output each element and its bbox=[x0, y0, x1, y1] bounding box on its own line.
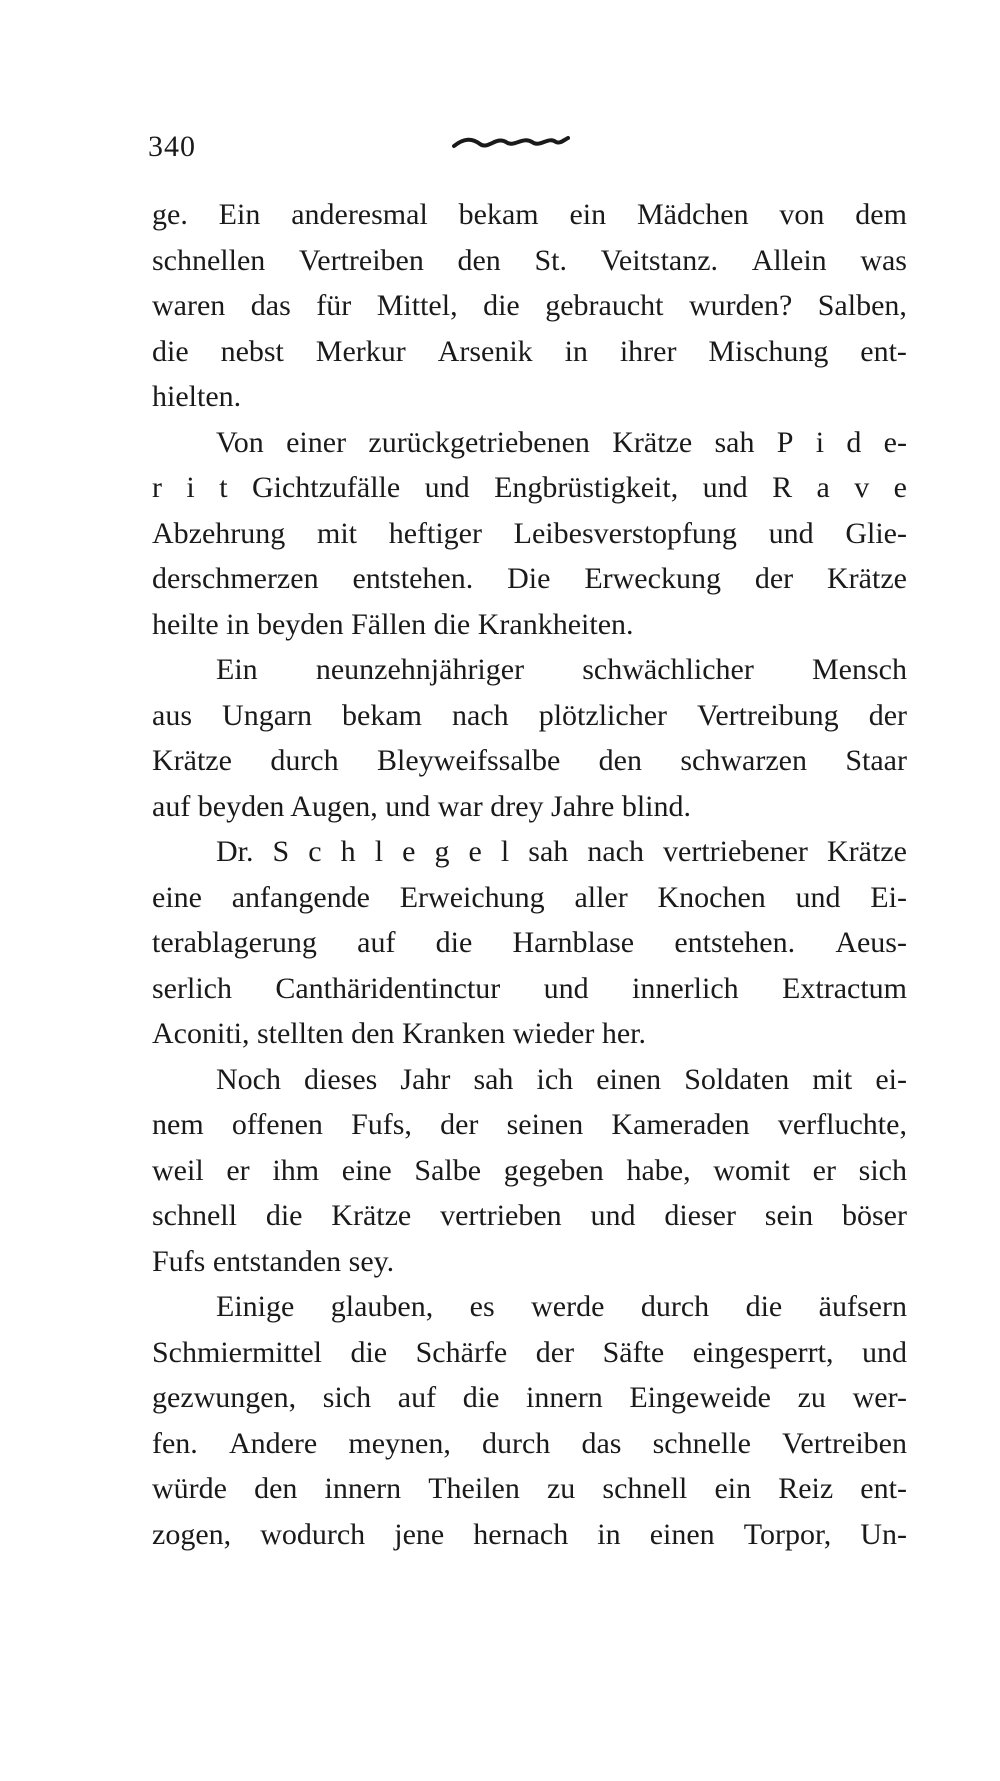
word: dieser bbox=[664, 1199, 736, 1232]
text-line bbox=[152, 465, 907, 511]
word: und bbox=[768, 516, 814, 550]
word: innern bbox=[526, 1381, 603, 1414]
text-line bbox=[152, 875, 907, 921]
word: und bbox=[861, 1335, 907, 1369]
text-line bbox=[152, 829, 907, 875]
word: Ein bbox=[216, 653, 258, 686]
text-line bbox=[152, 192, 907, 238]
word: waren bbox=[152, 289, 226, 322]
word: sich bbox=[322, 1381, 372, 1414]
word: hernach bbox=[473, 1517, 569, 1551]
word: und bbox=[702, 471, 748, 504]
word: i bbox=[186, 471, 195, 504]
word: e- bbox=[883, 425, 907, 459]
word: mit bbox=[812, 1062, 853, 1096]
word: offenen bbox=[231, 1108, 323, 1141]
word: Veitstanz. bbox=[600, 243, 719, 277]
word: Andere bbox=[228, 1426, 318, 1460]
text-line bbox=[152, 1466, 907, 1512]
word: auf bbox=[357, 926, 396, 959]
word: Reiz bbox=[778, 1472, 834, 1505]
word: verfluchte, bbox=[777, 1108, 907, 1141]
word: Vertreibung bbox=[697, 698, 839, 732]
word: heftiger bbox=[388, 516, 482, 550]
text-line bbox=[152, 511, 907, 557]
word: Soldaten bbox=[684, 1062, 790, 1096]
text-line bbox=[152, 602, 907, 648]
word: aus bbox=[152, 698, 192, 732]
word: ei- bbox=[875, 1062, 907, 1096]
word: Dr. bbox=[216, 835, 254, 868]
word: Abzehrung bbox=[152, 516, 286, 550]
word: der bbox=[440, 1108, 479, 1141]
text-line bbox=[152, 784, 907, 830]
word: böser bbox=[841, 1199, 907, 1232]
word: Vertreiben bbox=[298, 243, 424, 277]
text-line bbox=[152, 738, 907, 784]
word: den bbox=[457, 243, 501, 277]
word: Ungarn bbox=[222, 698, 313, 732]
word: ihrer bbox=[619, 334, 677, 368]
word: eine bbox=[152, 880, 202, 914]
word: r bbox=[152, 471, 162, 504]
word: t bbox=[219, 471, 228, 504]
word: schnellen bbox=[152, 243, 266, 277]
word: die bbox=[350, 1335, 388, 1369]
word: l bbox=[500, 835, 510, 868]
word: a bbox=[816, 471, 830, 504]
word: bekam bbox=[458, 198, 539, 231]
text-line-content: hielten. bbox=[152, 380, 242, 413]
word: sein bbox=[764, 1199, 814, 1232]
page-number: 340 bbox=[148, 130, 196, 163]
word: das bbox=[250, 289, 291, 322]
word: weil bbox=[152, 1153, 204, 1187]
text-line bbox=[152, 1512, 907, 1558]
word: das bbox=[581, 1426, 622, 1460]
word: Die bbox=[507, 562, 551, 595]
word: und bbox=[424, 471, 470, 504]
word: Mädchen bbox=[636, 198, 749, 231]
word: in bbox=[564, 334, 588, 368]
page-header bbox=[148, 124, 908, 174]
word: schwarzen bbox=[680, 744, 807, 777]
word: Kameraden bbox=[611, 1108, 750, 1141]
text-line bbox=[152, 1011, 907, 1057]
text-line bbox=[152, 1284, 907, 1330]
word: der bbox=[868, 698, 907, 732]
word: ein bbox=[569, 198, 607, 231]
word: nach bbox=[587, 835, 644, 868]
word: durch bbox=[482, 1426, 551, 1460]
word: Säfte bbox=[602, 1335, 665, 1369]
text-line bbox=[152, 420, 907, 466]
text-line bbox=[152, 329, 907, 375]
word: die bbox=[745, 1290, 783, 1323]
word: habe, bbox=[626, 1153, 691, 1187]
word: Krätze bbox=[331, 1199, 412, 1232]
word: meynen, bbox=[348, 1426, 451, 1460]
word: einer bbox=[286, 425, 347, 459]
word: und bbox=[590, 1199, 636, 1232]
word: zu bbox=[546, 1472, 576, 1505]
word: womit bbox=[713, 1153, 790, 1187]
word: Schärfe bbox=[415, 1335, 508, 1369]
word: Ei- bbox=[870, 880, 907, 914]
word: Salbe bbox=[414, 1153, 482, 1187]
word: Arsenik bbox=[437, 334, 533, 368]
word: e bbox=[468, 835, 482, 868]
word: g bbox=[434, 835, 450, 868]
word: Gichtzufälle bbox=[251, 471, 401, 504]
word: terablagerung bbox=[152, 926, 317, 959]
word: Mittel, bbox=[376, 289, 458, 322]
word: auf bbox=[397, 1381, 437, 1414]
word: Erweichung bbox=[399, 880, 545, 914]
word: Merkur bbox=[315, 334, 406, 368]
word: gebraucht bbox=[545, 289, 664, 322]
word: und bbox=[795, 880, 841, 914]
word: äufsern bbox=[818, 1290, 907, 1323]
word: und bbox=[543, 971, 589, 1005]
word: vertrieben bbox=[440, 1199, 562, 1232]
word: serlich bbox=[152, 971, 232, 1005]
word: bekam bbox=[342, 698, 423, 732]
word: e bbox=[402, 835, 416, 868]
word: dem bbox=[855, 198, 907, 231]
text-line bbox=[152, 283, 907, 329]
text-line bbox=[152, 1421, 907, 1467]
word: den bbox=[598, 744, 642, 777]
word: es bbox=[469, 1290, 495, 1323]
word: den bbox=[254, 1472, 298, 1505]
word: Aeus- bbox=[835, 926, 907, 959]
word: eingesperrt, bbox=[692, 1335, 834, 1369]
word: P bbox=[776, 425, 794, 459]
word: Theilen bbox=[428, 1472, 520, 1505]
word: schnell bbox=[152, 1199, 237, 1232]
text-line bbox=[152, 1193, 907, 1239]
word: Glie- bbox=[845, 516, 907, 550]
word: c bbox=[308, 835, 322, 868]
word: würde bbox=[152, 1472, 227, 1505]
word: er bbox=[812, 1153, 836, 1187]
word: einen bbox=[596, 1062, 662, 1096]
text-line-content: Aconiti, stellten den Kranken wieder her. bbox=[152, 1017, 647, 1050]
word: v bbox=[854, 471, 870, 504]
word: Leibesverstopfung bbox=[513, 516, 737, 550]
word: entstehen. bbox=[674, 926, 796, 959]
word: wer- bbox=[852, 1381, 907, 1414]
text-line bbox=[152, 1375, 907, 1421]
word: e bbox=[893, 471, 907, 504]
word: Krätze bbox=[152, 744, 232, 777]
word: Extractum bbox=[782, 971, 907, 1005]
word: eine bbox=[341, 1153, 392, 1187]
word: Canthäridentinctur bbox=[275, 971, 501, 1005]
word: durch bbox=[270, 744, 339, 777]
word: Krätze bbox=[827, 562, 907, 595]
word: Vertreiben bbox=[782, 1426, 907, 1460]
word: neunzehnjähriger bbox=[315, 653, 525, 686]
text-line-content: Fufs entstanden sey. bbox=[152, 1244, 395, 1278]
word: Ein bbox=[218, 198, 261, 231]
word: gegeben bbox=[503, 1153, 604, 1187]
word: schnelle bbox=[652, 1426, 751, 1460]
word: Fufs, bbox=[351, 1108, 412, 1141]
text-line bbox=[152, 1330, 907, 1376]
text-line-content: auf beyden Augen, und war drey Jahre blind. bbox=[152, 789, 692, 823]
word: Salben, bbox=[817, 289, 907, 322]
word: nem bbox=[152, 1108, 204, 1141]
word: l bbox=[374, 835, 384, 868]
word: seinen bbox=[506, 1108, 584, 1141]
word: vertriebener bbox=[663, 835, 808, 868]
word: Staar bbox=[845, 744, 907, 777]
word: Eingeweide bbox=[629, 1381, 771, 1414]
word: sah bbox=[714, 425, 755, 459]
word: Knochen bbox=[657, 880, 766, 914]
word: Noch bbox=[216, 1062, 281, 1096]
word: zurückgetriebenen bbox=[368, 425, 590, 459]
word: nach bbox=[452, 698, 509, 732]
word: die bbox=[265, 1199, 303, 1232]
word: ent- bbox=[860, 1472, 907, 1505]
word: schnell bbox=[602, 1472, 688, 1505]
text-line bbox=[152, 238, 907, 284]
word: in bbox=[597, 1517, 621, 1551]
word: glauben, bbox=[330, 1290, 434, 1323]
word: aller bbox=[574, 880, 628, 914]
word: die bbox=[435, 926, 473, 959]
word: Mensch bbox=[812, 653, 907, 686]
word: plötzlicher bbox=[538, 698, 667, 732]
word: einen bbox=[649, 1517, 715, 1551]
word: die bbox=[152, 334, 189, 368]
word: Einige bbox=[216, 1290, 295, 1323]
word: der bbox=[535, 1335, 575, 1369]
text-line bbox=[152, 920, 907, 966]
text-line bbox=[152, 1239, 907, 1285]
text-line bbox=[152, 1057, 907, 1103]
word: Krätze bbox=[826, 835, 907, 868]
word: durch bbox=[640, 1290, 710, 1323]
word: sah bbox=[528, 835, 569, 868]
text-line bbox=[152, 556, 907, 602]
word: gezwungen, bbox=[152, 1381, 297, 1414]
word: Un- bbox=[860, 1517, 907, 1551]
word: anderesmal bbox=[291, 198, 428, 231]
word: ein bbox=[714, 1472, 752, 1505]
text-line bbox=[152, 1148, 907, 1194]
word: Jahr bbox=[400, 1062, 451, 1096]
word: schwächlicher bbox=[582, 653, 754, 686]
word: S bbox=[272, 835, 290, 868]
word: Schmiermittel bbox=[152, 1335, 322, 1369]
word: d bbox=[846, 425, 862, 459]
word: anfangende bbox=[231, 880, 370, 914]
text-line-content: heilte in beyden Fällen die Krankheiten. bbox=[152, 607, 634, 641]
word: derschmerzen bbox=[152, 562, 319, 595]
word: ich bbox=[536, 1062, 574, 1096]
word: Bleyweifssalbe bbox=[377, 744, 561, 777]
word: Engbrüstigkeit, bbox=[494, 471, 679, 504]
text-line bbox=[152, 693, 907, 739]
word: Mischung bbox=[708, 334, 829, 368]
word: R bbox=[772, 471, 793, 504]
word: h bbox=[340, 835, 356, 868]
word: ihm bbox=[272, 1153, 320, 1187]
word: nebst bbox=[220, 334, 284, 368]
body-text bbox=[152, 192, 907, 1557]
word: was bbox=[860, 243, 907, 277]
word: der bbox=[754, 562, 794, 595]
word: St. bbox=[534, 243, 567, 277]
word: wodurch bbox=[260, 1517, 366, 1551]
header-ornament bbox=[450, 124, 570, 160]
word: innerlich bbox=[632, 971, 739, 1005]
word: er bbox=[226, 1153, 250, 1187]
word: Torpor, bbox=[743, 1517, 832, 1551]
word: für bbox=[316, 289, 352, 322]
word: die bbox=[462, 1381, 500, 1414]
word: dieses bbox=[304, 1062, 378, 1096]
word: entstehen. bbox=[352, 562, 474, 595]
word: wurden? bbox=[688, 289, 793, 322]
word: ge. bbox=[152, 198, 188, 231]
word: fen. bbox=[152, 1426, 198, 1460]
word: sah bbox=[473, 1062, 514, 1096]
text-line bbox=[152, 374, 907, 420]
word: Harnblase bbox=[512, 926, 635, 959]
word: zogen, bbox=[152, 1517, 232, 1551]
word: Erweckung bbox=[584, 562, 721, 595]
word: jene bbox=[394, 1517, 445, 1551]
word: innern bbox=[324, 1472, 402, 1505]
word: i bbox=[815, 425, 825, 459]
text-line bbox=[152, 1102, 907, 1148]
word: von bbox=[779, 198, 825, 231]
word: Krätze bbox=[612, 425, 693, 459]
word: werde bbox=[531, 1290, 605, 1323]
word: Allein bbox=[751, 243, 827, 277]
word: die bbox=[483, 289, 520, 322]
text-line bbox=[152, 647, 907, 693]
word: ent- bbox=[860, 334, 907, 368]
word: sich bbox=[858, 1153, 907, 1187]
word: Von bbox=[216, 425, 264, 459]
word: mit bbox=[316, 516, 357, 550]
word: zu bbox=[797, 1381, 826, 1414]
text-line bbox=[152, 966, 907, 1012]
